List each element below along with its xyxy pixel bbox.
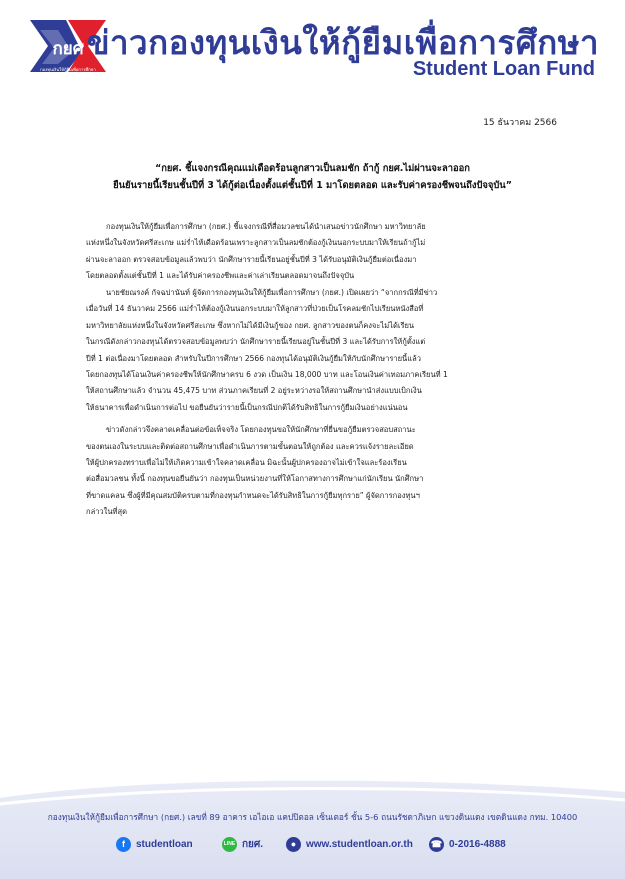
- paragraph-line: แห่งหนึ่งในจังหวัดศรีสะเกษ แม่ร่ำไห้เดือดร้อนเพราะลูกสาวเป็นลมชักต้องกู้เงินนอกระบบมาให้เรียนถ้ากู้ไม่: [86, 238, 426, 248]
- paragraph-line: ที่ขาดแคลน ซึ่งผู้ที่มีคุณสมบัติครบตามที่กองทุนกำหนดจะได้รับสิทธิในการกู้ยืมทุกราย” ผู้จัดการกองทุนฯ: [86, 490, 420, 500]
- footer-contacts: [0, 833, 625, 855]
- headline-line: “กยศ. ชี้แจงกรณีคุณแม่เดือดร้อนลูกสาวเป็นลมชัก ถ้ากู้ กยศ.ไม่ผ่านจะลาออก: [155, 163, 470, 174]
- paragraph-line: ของตนเองในระบบและติดต่อสถานศึกษาเพื่อดำเนินการตามขั้นตอนให้ถูกต้อง และควรแจ้งรายละเอียด: [86, 441, 414, 451]
- paragraph-line: โดยตลอดตั้งแต่ชั้นปีที่ 1 และได้รับค่าครองชีพและค่าเล่าเรียนตลอดมาจนถึงปัจจุบัน: [86, 271, 355, 281]
- footer-address: กองทุนเงินให้กู้ยืมเพื่อการศึกษา (กยศ.) เลขที่ 89 อาคาร เอไอเอ แคปปิตอล เซ็นเตอร์ ชั้น 5-6 ถนนรัชดาภิเษก แขวงดินแดง เขตดินแดง กทม. 10400: [47, 812, 578, 822]
- paragraph-line: เมื่อวันที่ 14 ธันวาคม 2566 แม่ร่ำไห้ต้องกู้เงินนอกระบบมาให้ลูกสาวที่ป่วยเป็นโรคลมชักไปเรียนหนังสือที่: [86, 304, 424, 314]
- line-icon: LINE: [222, 837, 237, 852]
- paragraph-line: โดยกองทุนได้โอนเงินค่าครองชีพให้นักศึกษาครบ 6 งวด เป็นเงิน 18,000 บาท และโอนเงินค่าเทอมภาคเรียนที่ 1: [86, 369, 448, 379]
- facebook-contact[interactable]: [116, 833, 193, 855]
- line-contact[interactable]: [222, 833, 263, 855]
- press-release-date: 15 ธันวาคม 2566: [483, 118, 557, 128]
- paragraph: [86, 422, 566, 520]
- paragraph-line: ข่าวดังกล่าวจึงคลาดเคลื่อนต่อข้อเท็จจริง โดยกองทุนขอให้นักศึกษาที่ยื่นขอกู้ยืมตรวจสอบสถานะ: [106, 425, 416, 435]
- paragraph: [86, 219, 566, 285]
- paragraph-line: นายชัยณรงค์ กัจฉปานันท์ ผู้จัดการกองทุนเงินให้กู้ยืมเพื่อการศึกษา (กยศ.) เปิดเผยว่า “จากกรณีที่มีข่าว: [106, 287, 438, 297]
- paragraph-line: ให้สถานศึกษาแล้ว จำนวน 45,475 บาท ส่วนภาคเรียนที่ 2 อยู่ระหว่างรอให้สถานศึกษานำส่งแบบเบิกเงิน: [86, 386, 422, 396]
- paragraph-line: ในกรณีดังกล่าวกองทุนได้ตรวจสอบข้อมูลพบว่า นักศึกษารายนี้เรียนอยู่ในชั้นปีที่ 3 และได้รับการให้กู้ตั้งแต่: [86, 337, 426, 347]
- line-handle: กยศ.: [242, 838, 264, 850]
- globe-icon: ●: [286, 837, 301, 852]
- paragraph-line: ต่อสื่อมวลชน ทั้งนี้ กองทุนขอยืนยันว่า กองทุนเป็นหน่วยงานที่ให้โอกาสทางการศึกษาแก่นักเรียน นักศึกษา: [86, 474, 424, 484]
- paragraph-line: ให้ผู้ปกครองทราบเพื่อไม่ให้เกิดความเข้าใจคลาดเคลื่อน มิฉะนั้นผู้ปกครองอาจไม่เข้าใจและร้องเรียน: [86, 457, 407, 467]
- paragraph-line: กล่าวในที่สุด: [86, 507, 127, 517]
- phone-contact[interactable]: [429, 833, 506, 855]
- document-header: [0, 0, 625, 92]
- phone-icon: ☎: [429, 837, 444, 852]
- website-link[interactable]: www.studentloan.or.th: [306, 838, 413, 850]
- paragraph-line: กองทุนเงินให้กู้ยืมเพื่อการศึกษา (กยศ.) ชี้แจงกรณีที่สื่อมวลชนได้นำเสนอข่าวนักศึกษา มหาวิทยาลัย: [106, 222, 426, 231]
- article-body: [86, 219, 566, 525]
- headline: [60, 160, 565, 194]
- facebook-handle: studentloan: [136, 838, 193, 850]
- footer-background: [0, 770, 625, 879]
- phone-number: 0-2016-4888: [449, 838, 506, 850]
- logo-caption: กองทุนเงินให้กู้ยืมเพื่อการศึกษา: [40, 67, 96, 72]
- website-contact[interactable]: [286, 833, 413, 855]
- paragraph-line: ปีที่ 1 ต่อเนื่องมาโดยตลอด สำหรับในปีการศึกษา 2566 กองทุนได้อนุมัติเงินกู้ยืมให้กับนักศึกษารายนี้แล้ว: [86, 353, 421, 363]
- page-title-english: Student Loan Fund: [412, 58, 595, 80]
- page-title-thai: ข่าวกองทุนเงินให้กู้ยืมเพื่อการศึกษา: [86, 23, 599, 62]
- paragraph-line: ผ่านจะลาออก ตรวจสอบข้อมูลแล้วพบว่า นักศึกษารายนี้เรียนอยู่ชั้นปีที่ 3 ได้รับอนุมัติเงินกู้ยืมต่อเนื่องมา: [86, 254, 417, 264]
- facebook-icon: f: [116, 837, 131, 852]
- paragraph-line: ให้ธนาคารเพื่อดำเนินการต่อไป ขอยืนยันว่ารายนี้เป็นกรณีปกติได้รับสิทธิในการกู้ยืมเงินอย่างแน่นอน: [86, 402, 408, 412]
- paragraph-line: มหาวิทยาลัยแห่งหนึ่งในจังหวัดศรีสะเกษ ซึ่งหากไม่ได้มีเงินกู้ของ กยศ. ลูกสาวของตนก็คงจะไม่ได้เรียน: [86, 320, 415, 330]
- paragraph: [86, 285, 566, 416]
- logo-text: กยศ: [52, 39, 84, 59]
- headline-line: ยืนยันรายนี้เรียนชั้นปีที่ 3 ได้กู้ต่อเนื่องตั้งแต่ชั้นปีที่ 1 มาโดยตลอด และรับค่าครองชีพจนถึงปัจจุบัน”: [113, 180, 512, 191]
